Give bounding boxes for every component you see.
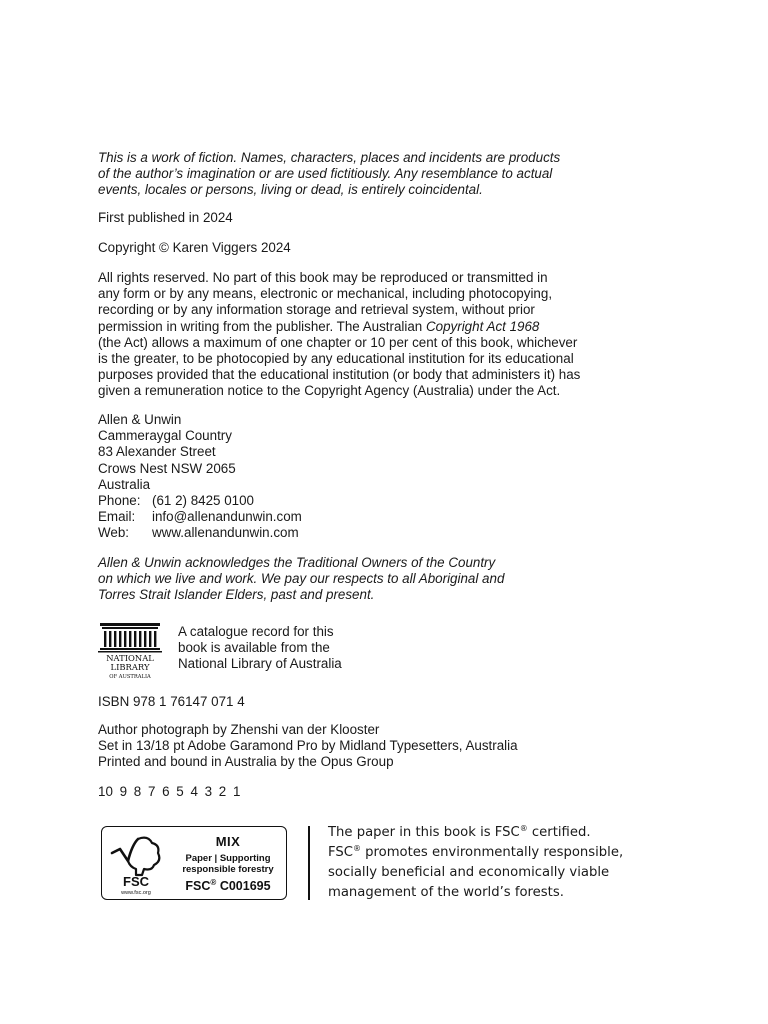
fsc-license-code	[174, 879, 282, 893]
disclaimer-line: events, locales or persons, living or dead, is entirely coincidental.	[98, 182, 483, 198]
email-row	[98, 509, 302, 525]
phone-row	[98, 493, 302, 509]
rights-line: recording or by any information storage and retrieval system, without prior	[98, 302, 535, 318]
production-credits	[98, 722, 518, 771]
credit-line: Printed and bound in Australia by the Opus Group	[98, 754, 394, 770]
rights-line-text: permission in writing from the publisher. The Australian	[98, 318, 426, 334]
disclaimer-line: This is a work of fiction. Names, characters, places and incidents are products	[98, 150, 561, 165]
web-address: www.allenandunwin.com	[152, 525, 299, 541]
fsc-divider-rule	[308, 826, 310, 900]
printer-key	[98, 784, 240, 800]
phone-number: (61 2) 8425 0100	[152, 493, 254, 509]
acknowledgement-line: on which we live and work. We pay our respects to all Aboriginal and	[98, 571, 505, 587]
fsc-statement-line	[328, 843, 623, 863]
fsc-paper-label	[174, 853, 282, 875]
isbn	[98, 694, 245, 710]
fsc-details	[174, 835, 282, 893]
fsc-tree-checkmark-icon	[108, 831, 164, 895]
fsc-statement-text: certified.	[527, 825, 591, 840]
fsc-paper-line: Paper | Supporting	[185, 853, 271, 864]
credit-line: Author photograph by Zhenshi van der Klooster	[98, 722, 380, 737]
fsc-statement-text: FSC	[328, 845, 353, 860]
copyright-text: Copyright © Karen Viggers 2024	[98, 240, 291, 255]
nla-text-line: A catalogue record for this	[178, 624, 334, 639]
country-acknowledgement	[98, 555, 504, 604]
publisher-name: Allen & Unwin	[98, 412, 182, 427]
publisher-street: 83 Alexander Street	[98, 444, 216, 460]
publisher-country: Cammeraygal Country	[98, 428, 232, 444]
national-library-logo	[98, 622, 162, 680]
fsc-paper-line: responsible forestry	[182, 864, 274, 875]
rights-line: All rights reserved. No part of this book may be reproduced or transmitted in	[98, 270, 548, 285]
nla-catalogue-text	[178, 624, 342, 673]
disclaimer-line: of the author’s imagination or are used fictitiously. Any resemblance to actual	[98, 166, 553, 182]
first-published	[98, 210, 233, 226]
fsc-statement-line	[328, 823, 623, 843]
fsc-code-reg-mark: ®	[210, 878, 217, 887]
fiction-disclaimer	[98, 150, 560, 199]
nla-logo-line: OF AUSTRALIA	[109, 674, 151, 680]
fsc-statement-text: promotes environmentally responsible,	[360, 845, 624, 860]
isbn-text: ISBN 978 1 76147 071 4	[98, 694, 245, 709]
fsc-code-number: C001695	[219, 879, 271, 893]
first-published-text: First published in 2024	[98, 210, 233, 225]
email-address: info@allenandunwin.com	[152, 509, 302, 525]
printer-key-text: 10 9 8 7 6 5 4 3 2 1	[98, 784, 241, 799]
rights-statement	[98, 270, 580, 400]
acknowledgement-line: Allen & Unwin acknowledges the Traditional Owners of the Country	[98, 555, 496, 570]
web-row	[98, 525, 302, 541]
fsc-statement-text: The paper in this book is FSC	[328, 825, 520, 840]
fsc-code-prefix: FSC	[185, 879, 211, 893]
nla-text-line: book is available from the	[178, 640, 330, 656]
fsc-logo-text: FSC	[123, 874, 149, 889]
rights-line	[98, 319, 580, 335]
rights-line: is the greater, to be photocopied by any educational institution for its educational	[98, 351, 574, 367]
registered-mark: ®	[352, 844, 361, 853]
fsc-statement-line: socially beneficial and economically viable	[328, 865, 610, 880]
publisher-city: Crows Nest NSW 2065	[98, 460, 236, 476]
publisher-address	[98, 412, 302, 542]
fsc-url: www.fsc.org	[121, 890, 151, 895]
acknowledgement-line: Torres Strait Islander Elders, past and present.	[98, 587, 375, 603]
fsc-statement-line: management of the world’s forests.	[328, 885, 564, 900]
fsc-mix-label: MIX	[215, 834, 241, 849]
rights-line: purposes provided that the educational institution (or body that administers it) has	[98, 367, 581, 383]
email-label: Email:	[98, 509, 136, 525]
copyright-notice	[98, 240, 291, 256]
publisher-nation: Australia	[98, 476, 151, 492]
registered-mark: ®	[519, 824, 528, 833]
web-label: Web:	[98, 525, 130, 541]
nla-catalogue-block	[98, 622, 398, 682]
nla-logo-line: NATIONAL	[106, 653, 154, 663]
copyright-act-title: Copyright Act 1968	[425, 318, 540, 334]
fsc-certification-label	[101, 826, 287, 900]
rights-line: any form or by any means, electronic or mechanical, including photocopying,	[98, 286, 553, 302]
nla-logo-line: LIBRARY	[110, 662, 150, 672]
rights-line: (the Act) allows a maximum of one chapter or 10 per cent of this book, whichever	[98, 334, 578, 350]
phone-label: Phone:	[98, 493, 141, 509]
rights-line: given a remuneration notice to the Copyright Agency (Australia) under the Act.	[98, 383, 561, 399]
credit-line: Set in 13/18 pt Adobe Garamond Pro by Midland Typesetters, Australia	[98, 738, 518, 754]
nla-text-line: National Library of Australia	[178, 656, 342, 672]
fsc-statement	[328, 823, 623, 903]
